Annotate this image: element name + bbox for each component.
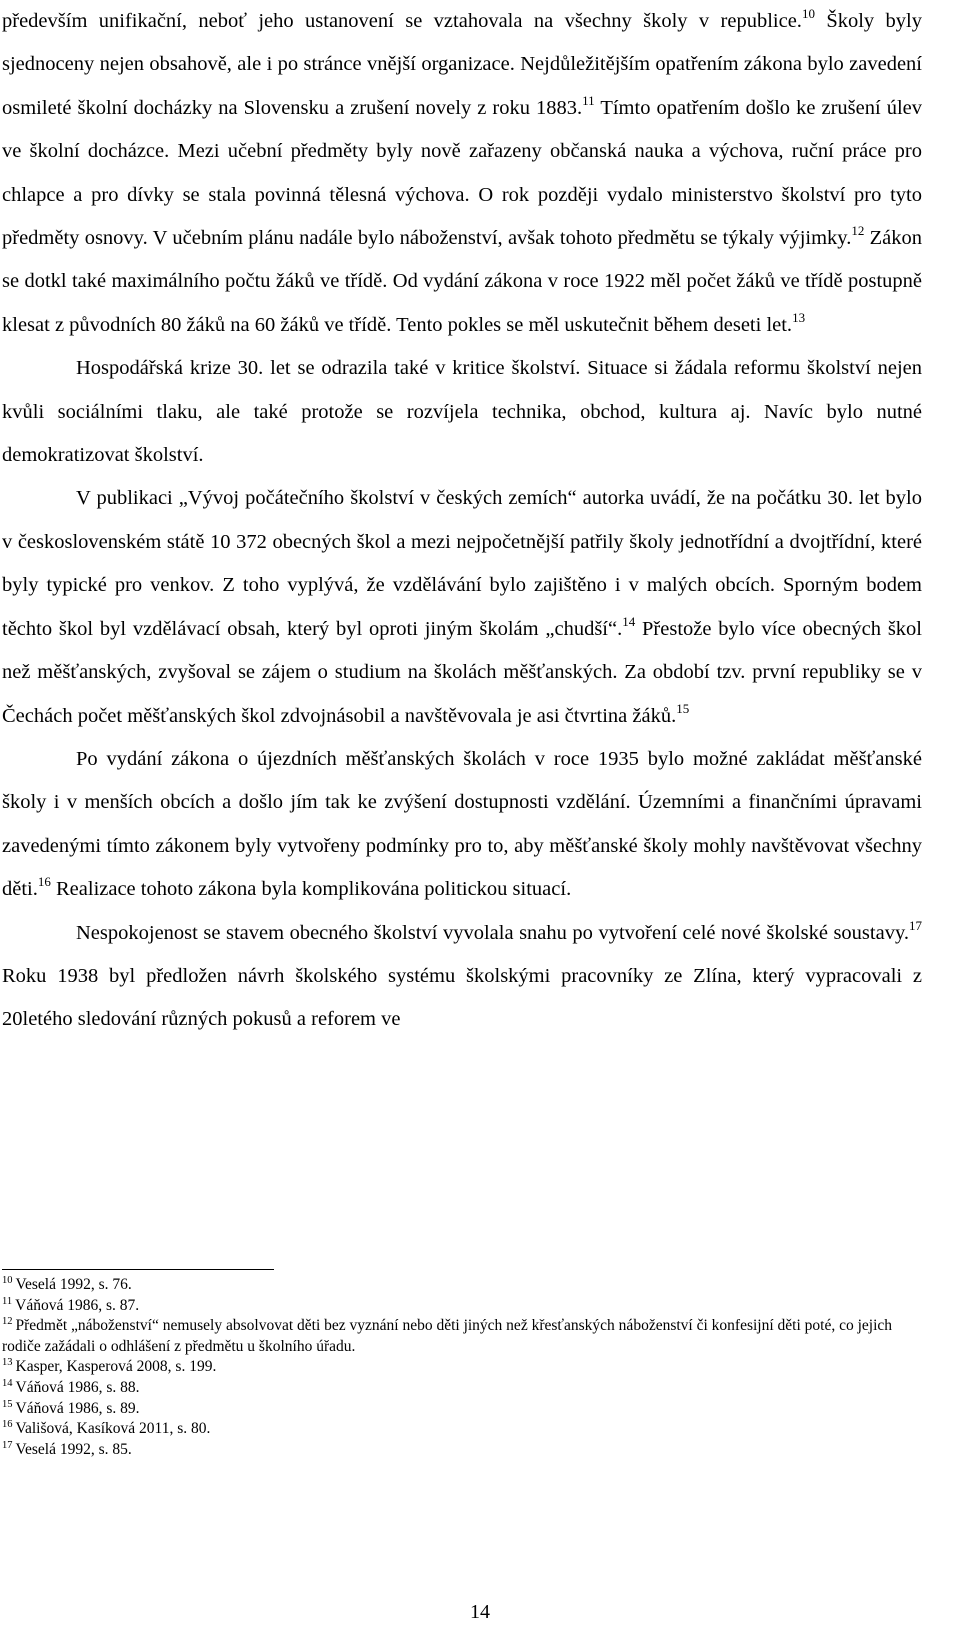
footnote-number: 17	[2, 1439, 13, 1451]
footnote-number: 11	[2, 1295, 13, 1307]
footnote-ref: 12	[851, 223, 865, 239]
footnote-ref: 11	[582, 92, 595, 108]
paragraph	[2, 738, 922, 912]
footnote-separator	[2, 1269, 274, 1270]
text-segment: V publikaci „Vývoj počátečního školství v českých zemích“ autorka uvádí, že na počátku 30. let bylo v československém státě 10 372 obecných škol a mezi nejpočetnější patřily školy jednotřídní a dvojtřídní, které byly typické pro venkov. Z toho vyplývá, že vzdělávání bylo zajištěno i v malých obcích. Sporným bodem těchto škol byl vzdělávací obsah, který byl oproti jiným školám „chudší“.	[2, 487, 922, 640]
paragraph	[2, 912, 922, 1042]
footnote-ref: 17	[909, 917, 922, 933]
footnote-number: 10	[2, 1275, 13, 1286]
footnote	[2, 1378, 922, 1399]
footnotes	[2, 1275, 922, 1460]
footnote-text: Vališová, Kasíková 2011, s. 80.	[15, 1420, 211, 1438]
text-segment: Přestože bylo více obecných škol než měšťanských, zvyšoval se zájem o studium na školách měšťanských. Za období tzv. první republiky se v Čechách počet měšťanských škol zdvojnásobil a navštěvovala je asi čtvrtina žáků.	[2, 617, 922, 727]
footnote	[2, 1399, 922, 1420]
footnote-text: Veselá 1992, s. 76.	[15, 1276, 132, 1293]
text-segment: Hospodářská krize 30. let se odrazila také v kritice školství. Situace si žádala reformu školství nejen kvůli sociálními tlaku, ale také protože se rozvíjela technika, obchod, kultura aj. Navíc bylo nutné demokratizovat školství.	[2, 357, 922, 467]
text-segment: Školy byly sjednoceny nejen obsahově, ale i po stránce vnější organizace. Nejdůležitějším opatřením zákona bylo zavedení osmileté školní docházky na Slovensku a zrušení novely z roku 1883.	[2, 10, 922, 119]
paragraph	[2, 477, 922, 737]
footnote-text: Váňová 1986, s. 89.	[15, 1399, 140, 1417]
footnote	[2, 1296, 922, 1317]
footnote-text: Kasper, Kasperová 2008, s. 199.	[15, 1358, 217, 1376]
footnote-text: Váňová 1986, s. 88.	[15, 1378, 140, 1396]
text-segment: Zákon se dotkl také maximálního počtu žáků ve třídě. Od vydání zákona v roce 1922 měl počet žáků ve třídě postupně klesat z původních 80 žáků na 60 žáků ve třídě. Tento pokles se měl uskutečnit během deseti let.	[2, 227, 923, 336]
footnote-text: Váňová 1986, s. 87.	[15, 1296, 140, 1314]
paragraph	[2, 347, 922, 477]
text-segment: Realizace tohoto zákona byla komplikována politickou situací.	[50, 878, 572, 901]
text-segment: Po vydání zákona o újezdních měšťanských školách v roce 1935 bylo možné zakládat měšťanské školy i v menších obcích a došlo jím tak ke zvýšení dostupnosti vzdělání. Územními a finančními úpravami zavedenými tímto zákonem byly vytvořeny podmínky pro to, aby měšťanské školy mohly navštěvovat všechny děti.	[2, 747, 922, 901]
footnote	[2, 1275, 922, 1296]
footnote-number: 14	[2, 1377, 13, 1389]
footnote	[2, 1440, 922, 1461]
footnote-number: 16	[2, 1419, 13, 1431]
footnote-number: 15	[2, 1398, 13, 1410]
footnote	[2, 1419, 922, 1440]
footnote-ref: 15	[676, 700, 690, 716]
footnote	[2, 1316, 922, 1357]
footnote-text: Předmět „náboženství“ nemusely absolvovat děti bez vyznání nebo děti jiných než křesťanských náboženství či konfesijní děti poté, co jejich rodiče zažádali o odhlášení z předmětu u školního úřadu.	[2, 1317, 893, 1355]
footnote-ref: 13	[792, 309, 806, 325]
footnote-ref: 10	[801, 6, 815, 21]
footnote-number: 13	[2, 1357, 13, 1369]
footnote-number: 12	[2, 1316, 13, 1328]
footnote-ref: 16	[37, 874, 51, 890]
text-segment: především unifikační, neboť jeho ustanovení se vztahovala na všechny školy v republice.	[2, 10, 802, 32]
footnote	[2, 1357, 922, 1378]
text-segment: Tímto opatřením došlo ke zrušení úlev ve školní docházce. Mezi učební předměty byly nově zařazeny občanská nauka a výchova, ruční práce pro chlapce a pro dívky se stala povinná tělesná výchova. O rok později vydalo ministerstvo školství pro tyto předměty osnovy. V učebním plánu nadále bylo náboženství, avšak tohoto předmětu se týkaly výjimky.	[2, 96, 922, 250]
page-number: 14	[470, 1601, 490, 1623]
text-segment: Roku 1938 byl předložen návrh školského systému školskými pracovníky ze Zlína, který vypracovali z 20letého sledování různých pokusů a reforem ve	[2, 964, 922, 1031]
body-text	[2, 0, 922, 1042]
footnote-text: Veselá 1992, s. 85.	[15, 1440, 132, 1458]
paragraph	[2, 0, 922, 347]
footnote-ref: 14	[622, 613, 636, 629]
text-segment: Nespokojenost se stavem obecného školství vyvolala snahu po vytvoření celé nové školské soustavy.	[76, 921, 909, 944]
